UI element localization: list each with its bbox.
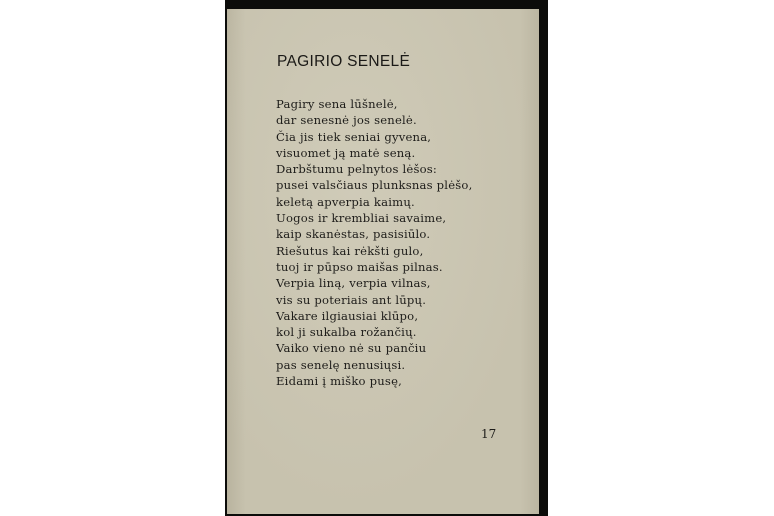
poem-line: Verpia liną, verpia vilnas, [276,276,431,291]
poem-line: vis su poteriais ant lūpų. [276,292,427,307]
poem-line: keletą apverpia kaimų. [276,194,415,209]
poem-line: Eidami į miško pusę, [276,374,403,389]
poem-line: Vakare ilgiausiai klūpo, [276,308,419,323]
poem-line: dar senesnė jos senelė. [276,113,417,128]
poem-line: pusei valsčiaus plunksnas plėšo, [276,178,473,193]
poem-line: kaip skanėstas, pasisiūlo. [276,227,431,242]
poem-line: kol ji sukalba rožančių. [276,325,417,340]
poem-line: tuoj ir pūpso maišas pilnas. [276,259,443,274]
poem-body [276,96,473,389]
book-page [227,9,539,514]
poem-line: Pagiry sena lūšnelė, [276,97,398,111]
poem-line: Vaiko vieno nė su pančiu [276,341,427,356]
poem-line: Uogos ir krembliai savaime, [276,211,447,226]
poem-line: Čia jis tiek seniai gyvena, [276,129,432,144]
poem-line: pas senelę nenusiųsi. [276,357,406,372]
poem-line: visuomet ją matė seną. [276,145,416,160]
poem-line: Riešutus kai rėkšti gulo, [276,243,424,258]
page-number: 17 [481,427,497,441]
poem-line: Darbštumu pelnytos lėšos: [276,162,438,177]
poem-title: PAGIRIO SENELĖ [277,53,411,70]
